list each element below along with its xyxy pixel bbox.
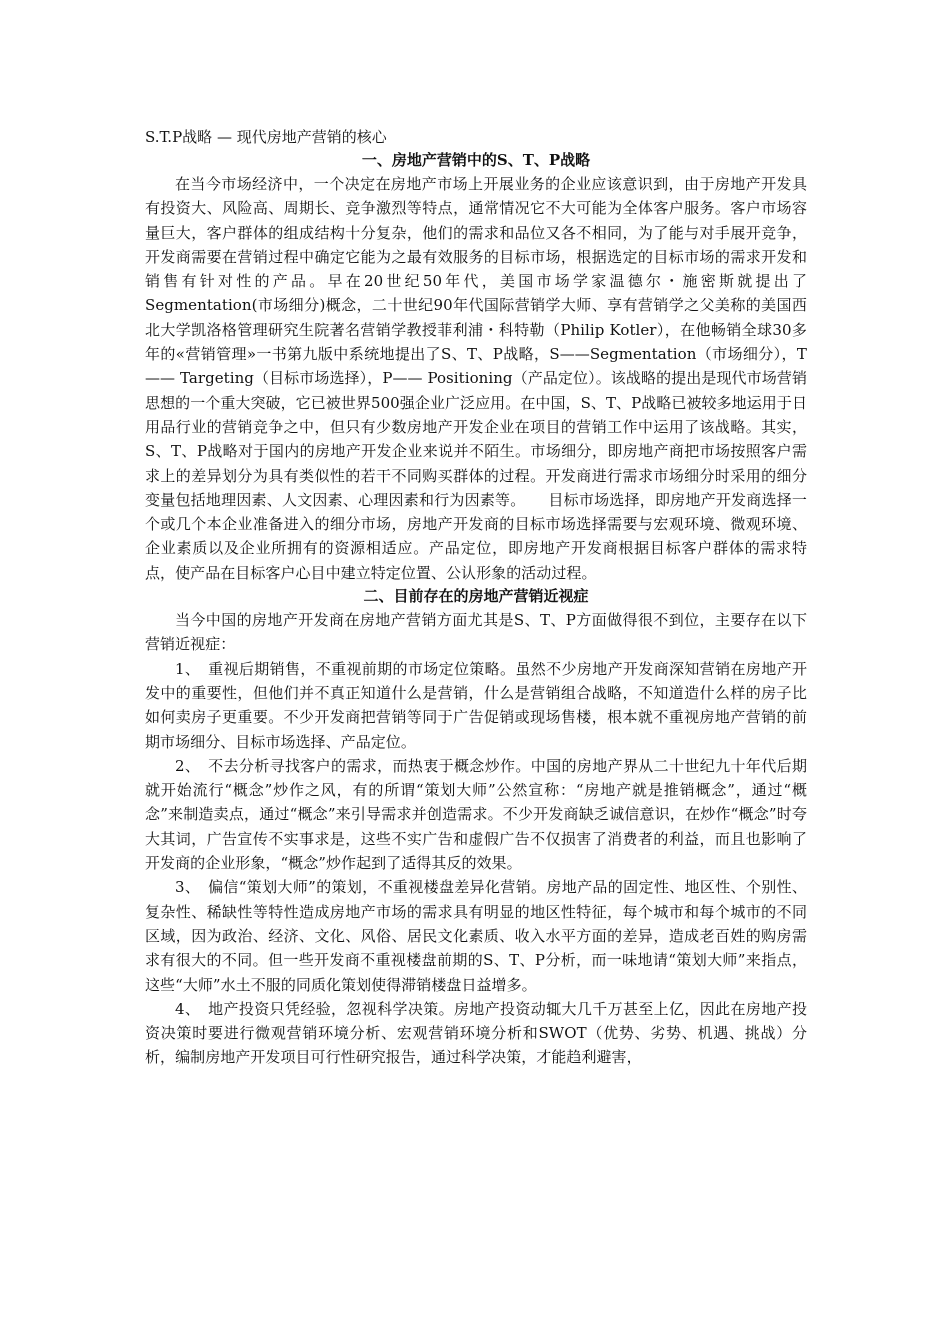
section-2-heading: 二、目前存在的房地产营销近视症 — [363, 587, 589, 606]
document-page — [145, 126, 807, 1070]
section-2-item-1: 1、 重视后期销售，不重视前期的市场定位策略。虽然不少房地产开发商深知营销在房地产开发中的重要性，但他们并不真正知道什么是营销，什么是营销组合战略，不知道造什么样的房子比如何卖房子更重要。不少开发商把营销等同于广告促销或现场售楼，根本就不重视房地产营销的前期市场细分、目标市场选择、产品定位。 — [145, 659, 807, 751]
section-1-heading: 一、房地产营销中的S、T、P战略 — [361, 151, 591, 169]
section-2-item-4: 4、 地产投资只凭经验，忽视科学决策。房地产投资动辄大几千万甚至上亿，因此在房地产投资决策时要进行微观营销环境分析、宏观营销环境分析和SWOT（优势、劣势、机遇、挑战）分析，编制房地产开发项目可行性研究报告，通过科学决策，才能趋利避害， — [145, 999, 807, 1067]
document-title: S.T.P战略 — 现代房地产营销的核心 — [145, 128, 387, 146]
section-1-paragraph-1: 在当今市场经济中，一个决定在房地产市场上开展业务的企业应该意识到，由于房地产开发具有投资大、风险高、周期长、竞争激烈等特点，通常情况它不大可能为全体客户服务。客户市场容量巨大，客户群体的组成结构十分复杂，他们的需求和品位又各不相同，为了能与对手展开竞争，开发商需要在营销过程中确定它能为之最有效服务的目标市场，根据选定的目标市场的需求开发和销售有针对性的产品。早在20世纪50年代，美国市场学家温德尔・施密斯就提出了Segmentation(市场细分)概念，二十世纪90年代国际营销学大师、享有营销学之父美称的美国西北大学凯洛格管理研究生院著名营销学教授菲利浦・科特勒（Philip Kotler），在他畅销全球30多年的«营销管理»一书第九版中系统地提出了S、T、P战略，S——Segmentation（市场细分），T—— Targeting（目标市场选择），P—— Positioning（产品定位）。该战略的提出是现代市场营销思想的一个重大突破，它已被世界500强企业广泛应用。在中国，S、T、P战略已被较多地运用于日用品行业的营销竞争之中，但只有少数房地产开发企业在项目的营销工作中运用了该战略。其实，S、T、P战略对于国内的房地产开发企业来说并不陌生。市场细分，即房地产商把市场按照客户需求上的差异划分为具有类似性的若干不同购买群体的过程。开发商进行需求市场细分时采用的细分变量包括地理因素、人文因素、心理因素和行为因素等。 目标市场选择，即房地产开发商选择一个或几个本企业准备进入的细分市场，房地产开发商的目标市场选择需要与宏观环境、微观环境、企业素质以及企业所拥有的资源相适应。产品定位，即房地产开发商根据目标客户群体的需求特点，使产品在目标客户心目中建立特定位置、公认形象的活动过程。 — [145, 175, 807, 582]
section-2-intro-paragraph: 当今中国的房地产开发商在房地产营销方面尤其是S、T、P方面做得很不到位，主要存在以下营销近视症： — [145, 611, 807, 654]
section-2-item-3: 3、 偏信“策划大师”的策划，不重视楼盘差异化营销。房地产品的固定性、地区性、个别性、复杂性、稀缺性等特性造成房地产市场的需求具有明显的地区性特征，每个城市和每个城市的不同区域，因为政治、经济、文化、风俗、居民文化素质、收入水平方面的差异，造成老百姓的购房需求有很大的不同。但一些开发商不重视楼盘前期的S、T、P分析，而一味地请“策划大师”来指点，这些“大师”水土不服的同质化策划使得滞销楼盘日益增多。 — [145, 878, 807, 994]
section-2-item-2: 2、 不去分析寻找客户的需求，而热衷于概念炒作。中国的房地产界从二十世纪九十年代后期就开始流行“概念”炒作之风，有的所谓“策划大师”公然宣称：“房地产就是推销概念”，通过“概念”来制造卖点，通过“概念”来引导需求并创造需求。不少开发商缺乏诚信意识，在炒作“概念”时夸大其词，广告宣传不实事求是，这些不实广告和虚假广告不仅损害了消费者的利益，而且也影响了开发商的企业形象，“概念”炒作起到了适得其反的效果。 — [145, 756, 807, 873]
